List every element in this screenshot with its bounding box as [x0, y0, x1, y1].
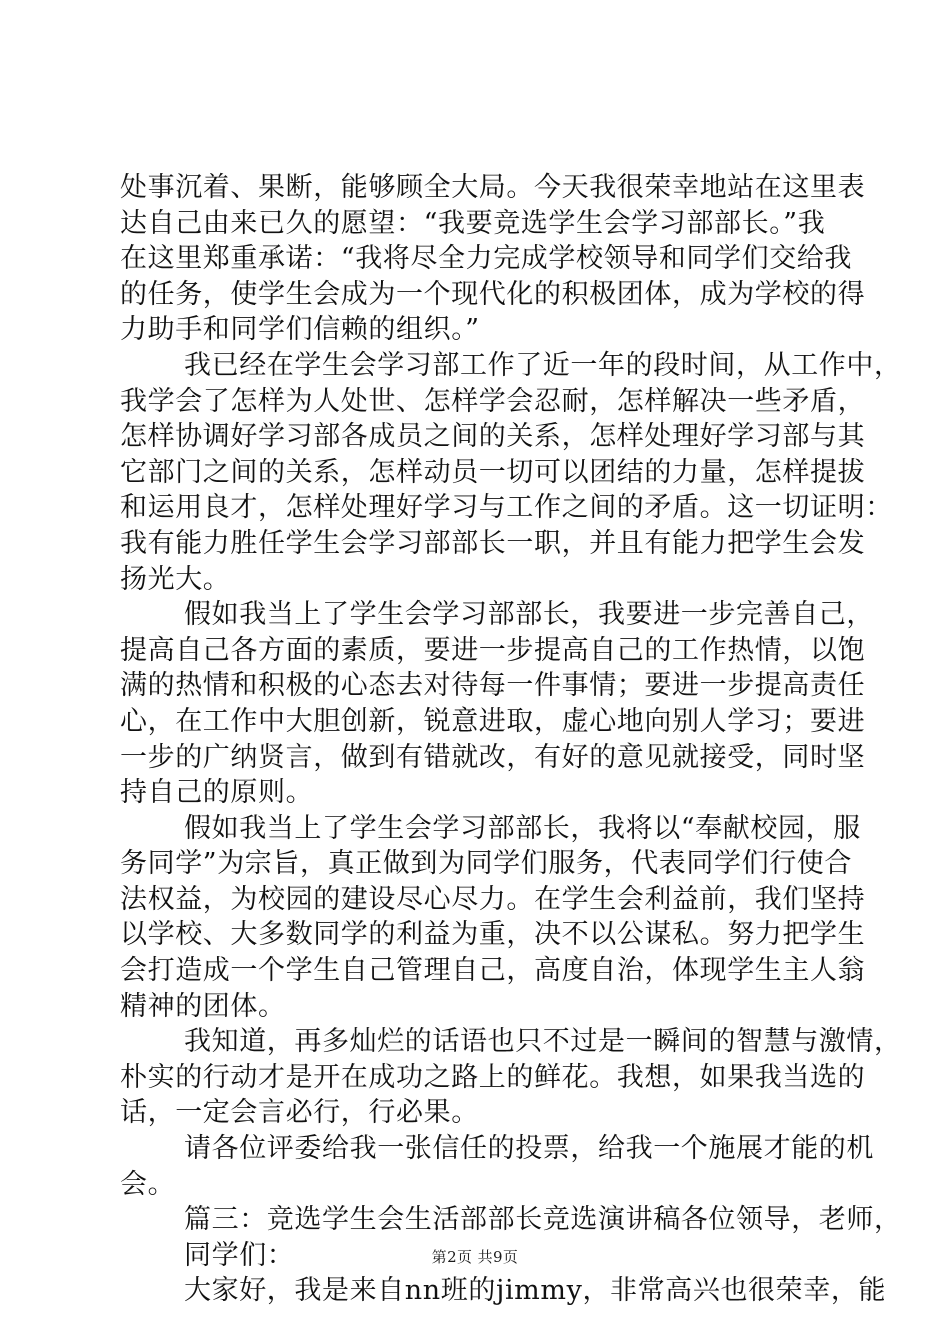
text-line: 我学会了怎样为人处世、怎样学会忍耐，怎样解决一些矛盾， [120, 385, 866, 417]
text-line: 我有能力胜任学生会学习部部长一职，并且有能力把学生会发 [120, 527, 866, 559]
text-line: 达自己由来已久的愿望：“我要竞选学生会学习部部长。”我 [120, 207, 826, 239]
text-line: 提高自己各方面的素质，要进一步提高自己的工作热情，以饱 [120, 634, 866, 666]
paragraph-first-line: 大家好，我是来自nn班的jimmy，非常高兴也很荣幸，能 [184, 1275, 887, 1307]
text-line: 一步的广纳贤言，做到有错就改，有好的意见就接受，同时坚 [120, 741, 866, 773]
text-line: 朴实的行动才是开在成功之路上的鲜花。我想，如果我当选的 [120, 1061, 866, 1093]
section-heading-line: 篇三：竞选学生会生活部部长竞选演讲稿各位领导，老师， [184, 1204, 902, 1236]
paragraph-first-line: 我知道，再多灿烂的话语也只不过是一瞬间的智慧与激情， [184, 1026, 902, 1058]
text-line: 的任务，使学生会成为一个现代化的积极团体，成为学校的得 [120, 278, 866, 310]
text-line: 话，一定会言必行，行必果。 [120, 1097, 479, 1129]
text-line: 务同学”为宗旨，真正做到为同学们服务，代表同学们行使合 [120, 848, 853, 880]
text-line: 扬光大。 [120, 563, 231, 595]
text-line: 它部门之间的关系，怎样动员一切可以团结的力量，怎样提拔 [120, 456, 866, 488]
text-line: 精神的团体。 [120, 990, 286, 1022]
text-line: 心，在工作中大胆创新，锐意进取，虚心地向别人学习；要进 [120, 705, 866, 737]
paragraph-first-line: 我已经在学生会学习部工作了近一年的段时间，从工作中， [184, 349, 902, 381]
text-line: 处事沉着、果断，能够顾全大局。今天我很荣幸地站在这里表 [120, 172, 866, 203]
salutation-line: 同学们： [184, 1239, 295, 1271]
page-indicator: 第2页 共9页 [431, 1248, 519, 1266]
paragraph-first-line: 假如我当上了学生会学习部部长，我要进一步完善自己， [184, 599, 874, 631]
text-line: 在这里郑重承诺：“我将尽全力完成学校领导和同学们交给我 [120, 243, 853, 275]
text-line: 以学校、大多数同学的利益为重，决不以公谋私。努力把学生 [120, 919, 866, 951]
text-line: 会。 [120, 1168, 176, 1200]
paragraph-first-line: 请各位评委给我一张信任的投票，给我一个施展才能的机 [184, 1133, 874, 1165]
text-line: 和运用良才，怎样处理好学习与工作之间的矛盾。这一切证明： [120, 492, 893, 524]
text-line: 持自己的原则。 [120, 777, 314, 809]
text-line: 力助手和同学们信赖的组织。” [120, 314, 480, 346]
text-line: 会打造成一个学生自己管理自己，高度自治，体现学生主人翁 [120, 955, 866, 987]
document-body [120, 170, 902, 1309]
paragraph-first-line: 假如我当上了学生会学习部部长，我将以“奉献校园，服 [184, 812, 861, 844]
text-line: 怎样协调好学习部各成员之间的关系，怎样处理好学习部与其 [120, 421, 866, 453]
text-line: 满的热情和积极的心态去对待每一件事情；要进一步提高责任 [120, 670, 866, 702]
text-line: 法权益，为校园的建设尽心尽力。在学生会利益前，我们坚持 [120, 883, 866, 915]
